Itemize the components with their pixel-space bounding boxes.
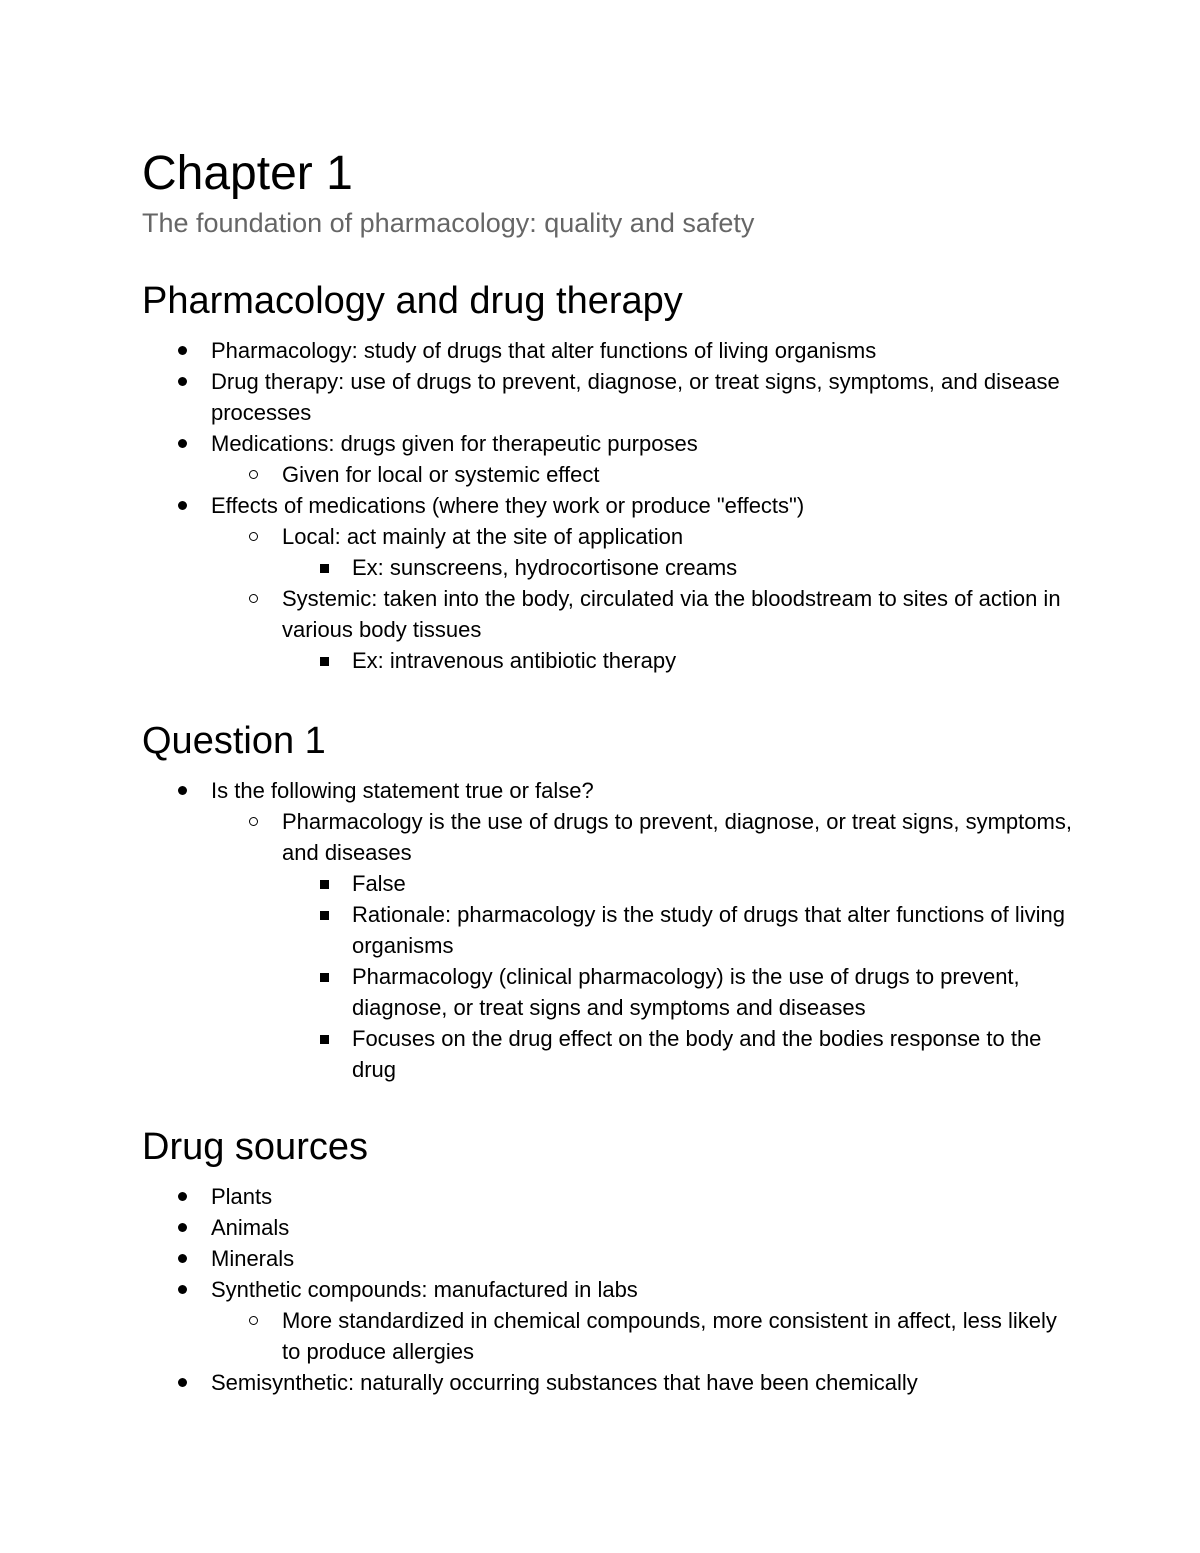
list-item: [142, 1367, 1072, 1398]
section-heading: Question 1: [142, 720, 326, 762]
bullet-dot-icon: [178, 1254, 187, 1263]
title-block: [142, 146, 1072, 240]
section-heading: Pharmacology and drug therapy: [142, 280, 683, 322]
list-item: [142, 583, 1072, 645]
list-item: [142, 459, 1072, 490]
bullet-dot-icon: [178, 439, 187, 448]
bullet-list: [142, 775, 1072, 1085]
bullet-list: [142, 1181, 1072, 1398]
bullet-square-icon: [320, 1035, 329, 1044]
list-item-text: False: [352, 871, 406, 896]
list-item: [142, 490, 1072, 521]
bullet-square-icon: [320, 911, 329, 920]
list-item-text: Rationale: pharmacology is the study of drugs that alter functions of living organisms: [352, 902, 1065, 958]
list-item-text: Minerals: [211, 1246, 295, 1271]
bullet-dot-icon: [178, 1192, 187, 1201]
list-item-text: Plants: [211, 1184, 273, 1209]
bullet-circle-icon: [249, 594, 258, 603]
list-item: [142, 775, 1072, 806]
list-item: [142, 366, 1072, 428]
bullet-square-icon: [320, 657, 329, 666]
list-item-text: Pharmacology is the use of drugs to prevent, diagnose, or treat signs, symptoms, and diseases: [282, 809, 1072, 865]
bullet-circle-icon: [249, 532, 258, 541]
list-item-text: Local: act mainly at the site of application: [282, 524, 684, 549]
list-item-text: Ex: sunscreens, hydrocortisone creams: [352, 555, 738, 580]
list-item: [142, 335, 1072, 366]
section-drug-sources: [142, 1124, 1072, 1398]
section-pharmacology: [142, 278, 1072, 676]
list-item-text: Systemic: taken into the body, circulated via the bloodstream to sites of action in various body tissues: [282, 586, 1061, 642]
bullet-dot-icon: [178, 1223, 187, 1232]
bullet-dot-icon: [178, 1285, 187, 1294]
bullet-dot-icon: [178, 377, 187, 386]
doc-title: Chapter 1: [142, 147, 353, 200]
list-item: [142, 1243, 1072, 1274]
list-item-text: Ex: intravenous antibiotic therapy: [352, 648, 677, 673]
bullet-square-icon: [320, 973, 329, 982]
bullet-square-icon: [320, 564, 329, 573]
list-item-text: Synthetic compounds: manufactured in labs: [211, 1277, 638, 1302]
list-item-text: Is the following statement true or false?: [211, 778, 594, 803]
bullet-dot-icon: [178, 1378, 187, 1387]
bullet-dot-icon: [178, 346, 187, 355]
doc-subtitle: The foundation of pharmacology: quality and safety: [142, 208, 755, 238]
list-item-text: Drug therapy: use of drugs to prevent, diagnose, or treat signs, symptoms, and disease processes: [211, 369, 1060, 425]
list-item: [142, 521, 1072, 552]
list-item: [142, 961, 1072, 1023]
list-item-text: More standardized in chemical compounds, more consistent in affect, less likely to produce allergies: [282, 1308, 1057, 1364]
list-item-text: Pharmacology: study of drugs that alter functions of living organisms: [211, 338, 877, 363]
list-item: [142, 645, 1072, 676]
list-item-text: Semisynthetic: naturally occurring substances that have been chemically: [211, 1370, 918, 1395]
bullet-square-icon: [320, 880, 329, 889]
bullet-circle-icon: [249, 817, 258, 826]
list-item: [142, 899, 1072, 961]
list-item-text: Given for local or systemic effect: [282, 462, 600, 487]
list-item: [142, 1274, 1072, 1305]
list-item-text: Pharmacology (clinical pharmacology) is the use of drugs to prevent, diagnose, or treat signs and symptoms and diseases: [352, 964, 1020, 1020]
list-item-text: Medications: drugs given for therapeutic purposes: [211, 431, 698, 456]
list-item: [142, 1023, 1072, 1085]
list-item: [142, 1305, 1072, 1367]
list-item: [142, 552, 1072, 583]
bullet-dot-icon: [178, 501, 187, 510]
list-item: [142, 868, 1072, 899]
bullet-dot-icon: [178, 786, 187, 795]
bullet-list: [142, 335, 1072, 676]
section-question-1: [142, 718, 1072, 1085]
list-item: [142, 1212, 1072, 1243]
list-item-text: Effects of medications (where they work or produce "effects"): [211, 493, 805, 518]
section-heading: Drug sources: [142, 1126, 368, 1168]
list-item: [142, 806, 1072, 868]
bullet-circle-icon: [249, 470, 258, 479]
list-item-text: Focuses on the drug effect on the body and the bodies response to the drug: [352, 1026, 1042, 1082]
list-item: [142, 1181, 1072, 1212]
list-item-text: Animals: [211, 1215, 290, 1240]
list-item: [142, 428, 1072, 459]
bullet-circle-icon: [249, 1316, 258, 1325]
